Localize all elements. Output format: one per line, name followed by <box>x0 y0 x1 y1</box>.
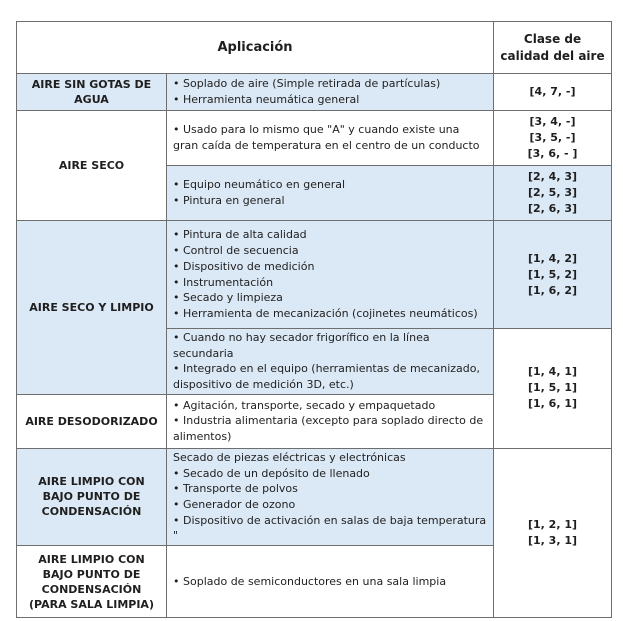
air-quality-table <box>16 21 612 618</box>
class-value: [3, 5, -] <box>529 131 576 144</box>
class-value: [1, 2, 1] <box>527 517 578 531</box>
table-row <box>17 111 612 166</box>
class-value: [1, 6, 2] <box>527 283 578 297</box>
category-cell: AIRE LIMPIO CON BAJO PUNTO DE CONDENSACIÓN (PARA SALA LIMPIA) <box>17 546 167 618</box>
list-item: • Equipo neumático en general <box>173 177 487 193</box>
list-item: • Instrumentación <box>173 275 487 291</box>
list-item: • Pintura de alta calidad <box>173 227 487 243</box>
list-item: • Soplado de semiconductores en una sala limpia <box>173 574 487 590</box>
class-value: [3, 4, -] <box>529 115 576 128</box>
application-header: Aplicación <box>17 22 494 74</box>
class-cell <box>494 221 612 329</box>
class-cell <box>494 329 612 449</box>
list-item: • Dispositivo de medición <box>173 259 487 275</box>
category-cell: AIRE SECO <box>17 111 167 221</box>
application-cell <box>167 394 494 448</box>
class-value: [1, 3, 1] <box>527 533 578 547</box>
list-item: • Pintura en general <box>173 193 487 209</box>
list-item: • Herramienta de mecanización (cojinetes neumáticos) <box>173 306 487 322</box>
table-row <box>17 221 612 329</box>
application-cell <box>167 221 494 329</box>
list-item: • Industria alimentaria (excepto para soplado directo de alimentos) <box>173 413 487 444</box>
list-item: • Usado para lo mismo que "A" y cuando existe una gran caída de temperatura en el centro de un conducto <box>173 122 487 153</box>
category-cell: AIRE SIN GOTAS DE AGUA <box>17 74 167 111</box>
class-value: [1, 5, 1] <box>527 381 578 395</box>
list-item: • Secado y limpieza <box>173 290 487 306</box>
table-header-row <box>17 22 612 74</box>
class-cell <box>494 74 612 111</box>
application-cell <box>167 166 494 221</box>
class-value: [3, 6, - ] <box>527 147 578 160</box>
class-value: [4, 7, -] <box>529 85 576 98</box>
list-item: • Control de secuencia <box>173 243 487 259</box>
class-value: [2, 4, 3] <box>527 170 578 183</box>
class-value: [1, 5, 2] <box>527 267 578 281</box>
application-cell <box>167 111 494 166</box>
list-item: • Transporte de polvos <box>173 481 487 497</box>
list-item: • Generador de ozono <box>173 497 487 513</box>
list-item: • Soplado de aire (Simple retirada de partículas) <box>173 76 487 92</box>
application-cell <box>167 329 494 395</box>
application-cell <box>167 546 494 618</box>
list-item: • Secado de un depósito de llenado <box>173 466 487 482</box>
air-quality-class-header: Clase de calidad del aire <box>494 22 612 74</box>
application-cell <box>167 74 494 111</box>
class-value: [2, 6, 3] <box>527 202 578 215</box>
category-cell: AIRE SECO Y LIMPIO <box>17 221 167 395</box>
class-value: [2, 5, 3] <box>527 186 578 199</box>
list-item: • Herramienta neumática general <box>173 92 487 108</box>
list-item: • Agitación, transporte, secado y empaquetado <box>173 398 487 414</box>
list-item: • Integrado en el equipo (herramientas de mecanizado, dispositivo de medición 3D, etc.) <box>173 361 487 392</box>
category-cell: AIRE LIMPIO CON BAJO PUNTO DE CONDENSACIÓN <box>17 448 167 545</box>
list-item: Secado de piezas eléctricas y electrónicas <box>173 450 406 464</box>
category-cell: AIRE DESODORIZADO <box>17 394 167 448</box>
application-cell <box>167 448 494 545</box>
table-row <box>17 74 612 111</box>
class-value: [1, 4, 2] <box>527 251 578 265</box>
class-cell <box>494 111 612 166</box>
list-item: • Cuando no hay secador frigorífico en la línea secundaria <box>173 330 487 361</box>
class-cell <box>494 166 612 221</box>
table-row <box>17 448 612 545</box>
class-value: [1, 6, 1] <box>527 397 578 411</box>
class-cell <box>494 448 612 617</box>
list-item: • Dispositivo de activación en salas de baja temperatura " <box>173 513 487 544</box>
class-value: [1, 4, 1] <box>527 365 578 379</box>
